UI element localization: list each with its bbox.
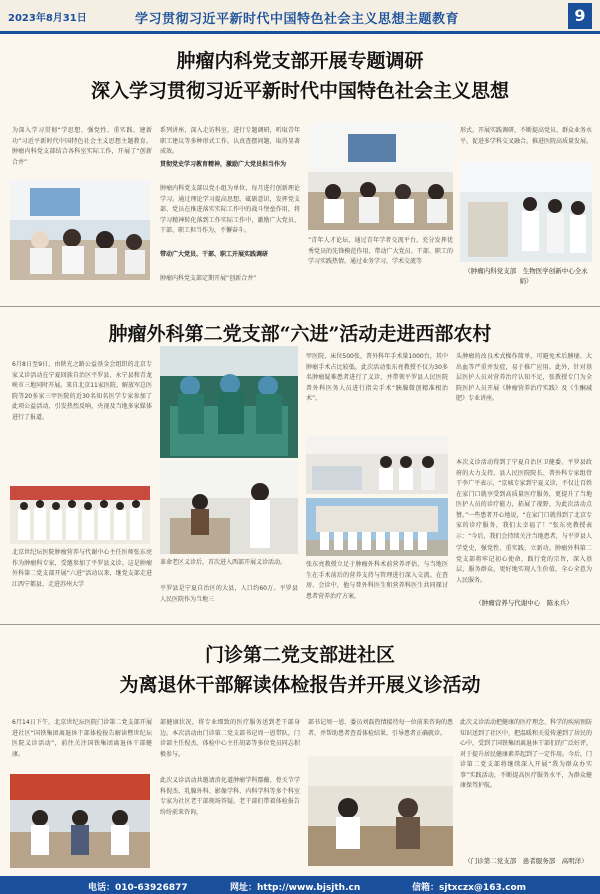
footer-website[interactable]: 网址：http://www.bjsjth.cn bbox=[230, 883, 361, 893]
article1-col1-text: 为深入学习贯彻“学思想、强党性、重实践、建新功”习近平新时代中国特色社会主义思想主题教育，肿瘤内科党支部结合各科室实际工作，开展了“创新合并” bbox=[12, 127, 152, 166]
article1-photo-conference bbox=[308, 122, 453, 230]
article2-title: 肿瘤外科第二党支部“六进”活动走进西部农村 bbox=[108, 323, 492, 345]
article3-title-line2: 为离退休干部解读体检报告并开展义诊活动 bbox=[119, 674, 481, 696]
section-divider-1 bbox=[0, 306, 600, 307]
article3-photo-clinic bbox=[10, 774, 150, 868]
article1-col2-lead: 系列讲座，深入走访科室，进行专题调研，听取青年职工建议等多种形式工作，认真查摆问题，取得显著成效。 bbox=[160, 127, 300, 155]
article1-caption: （肿瘤内科党支部 生物医学创新中心全永娟） bbox=[464, 267, 588, 285]
article1-title-line1: 肿瘤内科党支部开展专题调研 bbox=[176, 50, 424, 72]
article2-photo-group-hospital bbox=[306, 498, 448, 556]
article2-col3-text: 甲医院，床位500张，普外科年手术量1000台，其中肿瘤手术占比较低。此次活动张东亮教授不仅为30多名肿瘤疑难患者进行了义诊，并带领平罗县人民医院普外科医务人员进行指尖手术“胰腺微创精准根治术”。 bbox=[306, 353, 448, 402]
article2-col1b-text: 北京世纪坛医院肿瘤营养与代谢中心主任医师张东亮作为肿瘤科专家，受邀参加了平罗县义诊。这是肿瘤外科第二党支部开展“六进”活动以来，继党支部走进江西宁都县、走进苏州大学 bbox=[12, 549, 152, 588]
article1-photo-lab-visit bbox=[460, 162, 592, 262]
article3-col4-text: 此次义诊活动把健康的医疗理念、科学的疾病预防知识送到了社区中，把温暖和关爱传递到了居民的心中，受到了国铁集团离退休干部们的广泛好评，对于提升居民健康素养起到了一定作用。今后，门诊第二党支部将继续深入开展“我为群众办实事”实践活动，不断提高医疗服务水平，为群众健康保驾护航。 bbox=[460, 719, 592, 789]
article2-col4c-text: 学党史，强党性、重实践、立新功。肿瘤外科第二党支部将牢记初心使命，践行党的宗旨，深入基层，服务群众，更好地实现人生价值，全心全意为人民服务。 bbox=[456, 545, 592, 584]
article2-photo-ward-visit bbox=[306, 436, 448, 494]
page-header bbox=[0, 0, 600, 34]
article1-subheading-2: 带动广大党员、干部、职工开展实践调研 bbox=[160, 251, 269, 258]
page-footer bbox=[0, 876, 600, 894]
article3-col3-text: 部书记周一恩、委员刘磊热情接待每一位前来咨询的患者，并帮助患者查看体检结果，引导患者正确就诊。 bbox=[308, 719, 453, 737]
article1-col2-body1: 肿瘤内科党支部以党小组为单位，每月进行创新理论学习。通过理论学习提高思想，砥砺意识，发挥党支部、党员在推进落实实际工作中的战斗堡垒作用，将学习精神转化落到工作实际工作中，激励广大党员、干部、职工担当作为，不懈奋斗。 bbox=[160, 185, 300, 234]
article2-col4-text: 头肿瘤的改良术式操作简单，可避免术后胰瘘、大出血等严重并发症，易于推广应用。此外，针对基层医护人员对营养治疗认知不足，张教授专门为全院医护人员开展《肿瘤营养治疗实践》及《生酮减肥》专业讲座。 bbox=[456, 353, 592, 402]
article2-col3b-text: 张东亮教授立足于肿瘤外科术前营养评估，与当地医生在手术前后的营养支持与管理进行深入交流。在查房、会诊中，他与普外科医生和营养科医生共同探讨患者营养治疗方案， bbox=[306, 561, 448, 600]
article3-title-line1: 门诊第二党支部进社区 bbox=[204, 644, 395, 666]
article2-photo-surgery bbox=[160, 346, 298, 458]
article1-col4-text: 形式，开展实践调研，不断提高党员、群众业务水平，促进多学科交叉融合，推进医院高质量发展。 bbox=[460, 127, 592, 145]
page-number: 9 bbox=[568, 3, 592, 29]
article1-photo-meeting bbox=[10, 180, 150, 280]
article3-col2b-text: 此次义诊活动共邀请消化道肿瘤学科鄢蘅、骨关节学科倪杰、乳腺外科、影像学科、内科学科等多个科室专家为社区老干部现场答疑。老干部们带着体检报告纷纷前来咨询， bbox=[160, 777, 300, 816]
article1-subheading-1: 贯彻党史学习教育精神，激励广大党员担当作为 bbox=[160, 161, 287, 168]
article2-photo-consultation bbox=[160, 462, 298, 554]
article1-title-line2: 深入学习贯彻习近平新时代中国特色社会主义思想 bbox=[90, 80, 509, 102]
footer-phone: 电话：010-63926877 bbox=[88, 883, 188, 893]
article2-col4b-text: 本次义诊活动得到了宁夏自治区卫健委、平罗县政府的大力支持。县人民医院院长、普外科专家组骨干李广平表示，“京城专家到宁夏义诊，不仅让百姓在家门口就享受到高质量医疗服务，更提升了当地医护人员的诊疗能力，拓展了视野，为此次活动点赞。”一些患者开心地说，“在家门口就得到了北京专家的诊疗服务，我们太幸福了！”张东亮教授表示：“今后，我们会持续关注当地患者，与平罗县人 bbox=[456, 459, 592, 540]
article2-caption: （肿瘤营养与代谢中心 陈永兵） bbox=[475, 599, 573, 607]
section-divider-2 bbox=[0, 624, 600, 625]
article1-col3-text: ”青年人才论坛，通过青年学者交流平台，充分发挥优秀党员的先锋模范作用，带动广大党员、干部、职工的学习实践热情。通过业务学习，学术交流等 bbox=[308, 237, 453, 265]
footer-email[interactable]: 信箱：sjtxczx@163.com bbox=[412, 883, 527, 893]
issue-date: 2023年8月31日 bbox=[8, 13, 87, 24]
header-title: 学习贯彻习近平新时代中国特色社会主义思想主题教育 bbox=[135, 12, 460, 27]
article3-photo-consult bbox=[308, 756, 453, 866]
article3-col2-text: 部健康状况，将专业细致的医疗服务送到老干部身边。本次活动由门诊第二党支部书记周一恩带队，门诊部主任倪杰、体检中心主任胡宓等多位党员同志积极参与。 bbox=[160, 719, 300, 758]
article2-photo-group bbox=[10, 486, 150, 544]
article1-col2-body2: 肿瘤内科党支部定期开展“创新合并” bbox=[160, 275, 257, 282]
article3-col1-text: 6月14日下午，北京世纪坛医院门诊第二党支部开展进社区“国铁集团离退休干部体检报告解读暨世纪坛医院义诊活动”，前往关注国铁集团离退休干部健康。 bbox=[12, 719, 152, 758]
article2-col2-text: 革命老区义诊后，首次进入西部开展义诊活动。 bbox=[160, 559, 287, 566]
article2-col1-text: 6月8日至9日，由陕光之路公益基金会组织的北京专家义诊活动在宁夏回族自治区平罗县、永宁县和青龙峡市三地同时开展。来自北京11家医院、解放军总医院等20多家三甲医院的近30名知名医学专家参加了此项公益活动，引发热烈反响，央视及当地多家媒体进行了报道。 bbox=[12, 361, 152, 421]
article3-caption: （门诊第二党支部 患者服务部 高明洋） bbox=[464, 857, 588, 865]
article2-col2b-text: 平罗县是宁夏自治区的大县，人口约60万。平罗县人民医院作为当地三 bbox=[160, 585, 298, 603]
